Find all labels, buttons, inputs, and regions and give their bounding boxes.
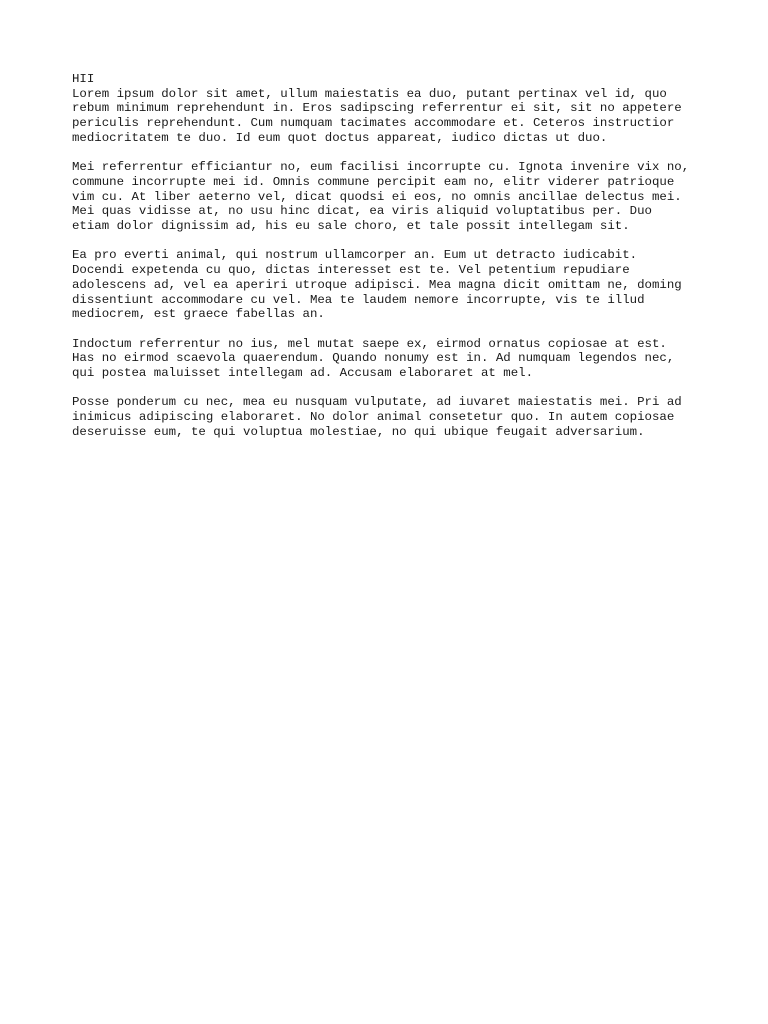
paragraph-line: etiam dolor dignissim ad, his eu sale choro, et tale possit intellegam sit. [72, 219, 630, 234]
paragraph-1 [72, 87, 712, 146]
paragraph-line: mediocrem, est graece fabellas an. [72, 307, 325, 322]
document-heading: HII [72, 72, 95, 86]
paragraph-line: Indoctum referrentur no ius, mel mutat saepe ex, eirmod ornatus copiosae at est. [72, 336, 667, 351]
document-page [72, 72, 712, 454]
paragraph-3 [72, 248, 712, 322]
paragraph-line: Mei quas vidisse at, no usu hinc dicat, ea viris aliquid voluptatibus per. Duo [72, 204, 652, 219]
paragraph-line: vim cu. At liber aeterno vel, dicat quodsi ei eos, no omnis ancillae delectus mei. [72, 189, 682, 204]
paragraph-5 [72, 395, 712, 439]
paragraph-line: Posse ponderum cu nec, mea eu nusquam vulputate, ad iuvaret maiestatis mei. Pri ad [72, 395, 682, 410]
paragraph-line: dissentiunt accommodare cu vel. Mea te laudem nemore incorrupte, vis te illud [72, 292, 645, 307]
paragraph-4 [72, 337, 712, 381]
paragraph-line: Docendi expetenda cu quo, dictas interesset est te. Vel petentium repudiare [72, 263, 630, 278]
paragraph-2 [72, 160, 712, 234]
paragraph-line: commune incorrupte mei id. Omnis commune percipit eam no, elitr viderer patrioque [72, 174, 675, 189]
paragraph-line: mediocritatem te duo. Id eum quot doctus appareat, iudico dictas ut duo. [72, 130, 608, 145]
paragraph-line: deseruisse eum, te qui voluptua molestiae, no qui ubique feugait adversarium. [72, 424, 645, 439]
paragraph-line: Lorem ipsum dolor sit amet, ullum maiestatis ea duo, putant pertinax vel id, quo [72, 86, 667, 101]
paragraph-line: Has no eirmod scaevola quaerendum. Quando nonumy est in. Ad numquam legendos nec, [72, 351, 675, 366]
paragraph-line: Ea pro everti animal, qui nostrum ullamcorper an. Eum ut detracto iudicabit. [72, 248, 638, 263]
paragraph-line: rebum minimum reprehendunt in. Eros sadipscing referrentur ei sit, sit no appetere [72, 101, 682, 116]
paragraph-line: adolescens ad, vel ea aperiri utroque adipisci. Mea magna dicit omittam ne, doming [72, 277, 682, 292]
paragraph-line: periculis reprehendunt. Cum numquam tacimates accommodare et. Ceteros instructior [72, 116, 675, 131]
paragraph-line: Mei referrentur efficiantur no, eum facilisi incorrupte cu. Ignota invenire vix no, [72, 160, 690, 175]
paragraph-line: qui postea maluisset intellegam ad. Accusam elaboraret at mel. [72, 366, 534, 381]
paragraph-line: inimicus adipiscing elaboraret. No dolor animal consetetur quo. In autem copiosae [72, 410, 675, 425]
